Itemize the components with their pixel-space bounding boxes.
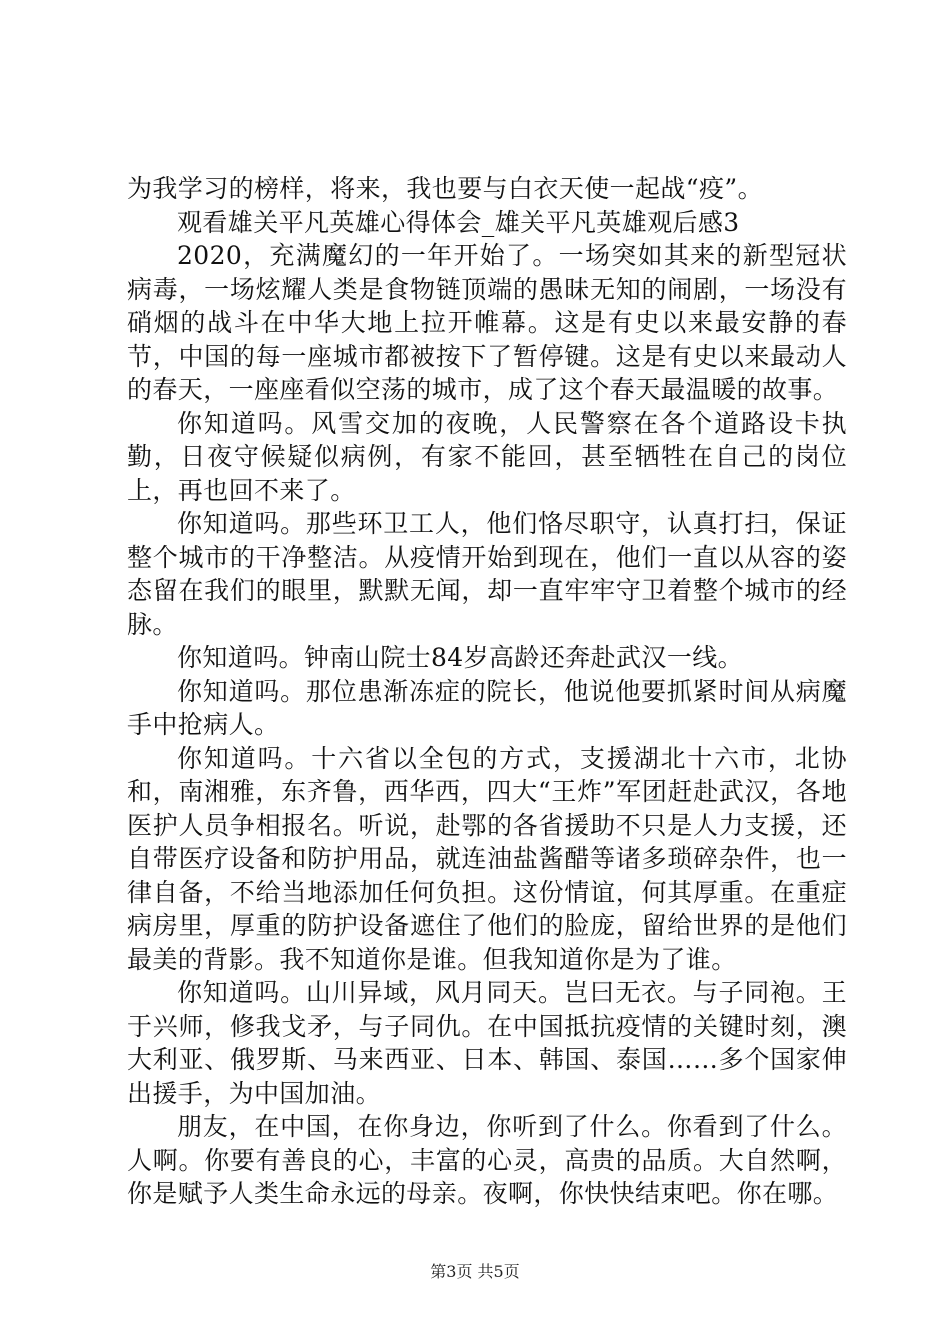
paragraph-continuation: 为我学习的榜样，将来，我也要与白衣天使一起战“疫”。	[127, 174, 763, 203]
paragraph: 你知道吗。那些环卫工人，他们恪尽职守，认真打扫，保证整个城市的干净整洁。从疫情开始到现在，他们一直以从容的姿态留在我们的眼里，默默无闻，却一直牢牢守卫着整个城市的经脉。	[127, 509, 847, 639]
paragraph: 你知道吗。那位患渐冻症的院长，他说他要抓紧时间从病魔手中抢病人。	[127, 676, 847, 739]
page-footer: 第3页 共5页	[430, 1262, 520, 1281]
paragraph: 朋友，在中国，在你身边，你听到了什么。你看到了什么。人啊。你要有善良的心，丰富的心灵，高贵的品质。大自然啊，你是赋予人类生命永远的母亲。夜啊，你快快结束吧。你在哪。	[127, 1112, 847, 1208]
paragraph: 2020，充满魔幻的一年开始了。一场突如其来的新型冠状病毒，一场炫耀人类是食物链顶端的愚昧无知的闹剧，一场没有硝烟的战斗在中华大地上拉开帷幕。这是有史以来最安静的春节，中国的每一座城市都被按下了暂停键。这是有史以来最动人的春天，一座座看似空荡的城市，成了这个春天最温暖的故事。	[127, 241, 847, 404]
paragraph: 你知道吗。钟南山院士84岁高龄还奔赴武汉一线。	[177, 643, 744, 672]
paragraph: 你知道吗。山川异域，风月同天。岂曰无衣。与子同袍。王于兴师，修我戈矛，与子同仇。在中国抵抗疫情的关键时刻，澳大利亚、俄罗斯、马来西亚、日本、韩国、泰国……多个国家伸出援手，为中国加油。	[127, 978, 847, 1108]
section-heading: 观看雄关平凡英雄心得体会_雄关平凡英雄观后感3	[177, 207, 740, 237]
paragraph: 你知道吗。风雪交加的夜晚，人民警察在各个道路设卡执勤，日夜守候疑似病例，有家不能回，甚至牺牲在自己的岗位上，再也回不来了。	[127, 408, 847, 505]
paragraph: 你知道吗。十六省以全包的方式，支援湖北十六市，北协和，南湘雅，东齐鲁，西华西，四大“王炸”军团赶赴武汉，各地医护人员争相报名。听说，赴鄂的各省援助不只是人力支援，还自带医疗设备和防护用品，就连油盐酱醋等诸多琐碎杂件，也一律自备，不给当地添加任何负担。这份情谊，何其厚重。在重症病房里，厚重的防护设备遮住了他们的脸庞，留给世界的是他们最美的背影。我不知道你是谁。但我知道你是为了谁。	[127, 743, 847, 974]
document-body	[127, 172, 847, 1211]
